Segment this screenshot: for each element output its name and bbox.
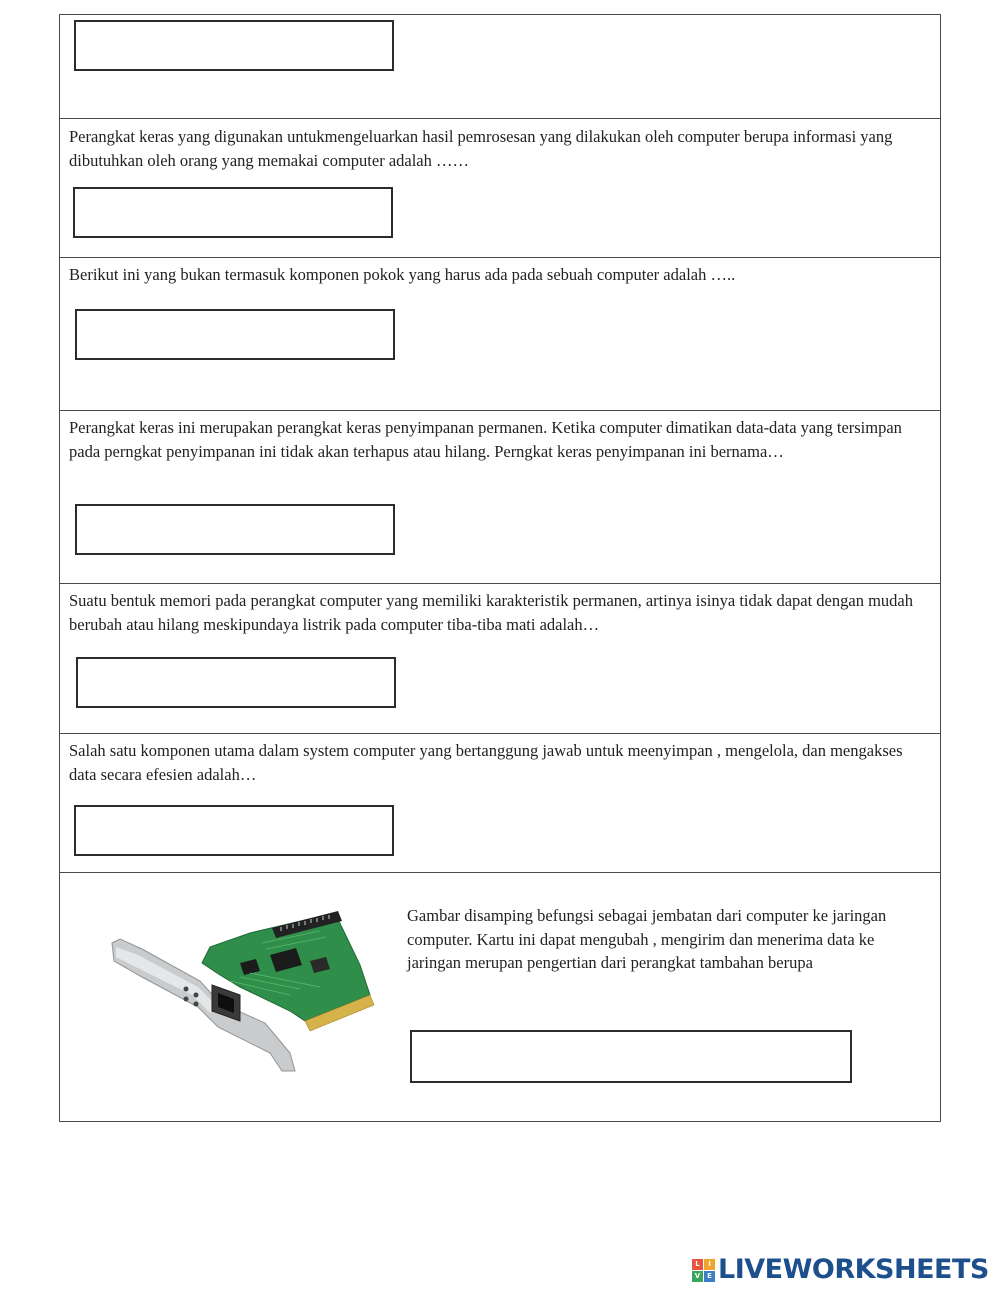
question-text-4: Perangkat keras ini merupakan perangkat keras penyimpanan permanen. Ketika computer dimatikan data-data yang tersimpan pada perngkat penyimpanan ini tidak akan terhapus atau hilang. Perngkat keras penyimpanan ini bernama… [69, 418, 902, 461]
logo-mark [692, 1259, 715, 1282]
answer-input-3[interactable] [75, 309, 395, 360]
question-text-5: Suatu bentuk memori pada perangkat computer yang memiliki karakteristik permanen, artinya isinya tidak dapat dengan mudah berubah atau hilang meskipundaya listrik pada computer tiba-tiba mati adalah… [69, 591, 913, 634]
question-row-6 [60, 734, 940, 873]
question-row-1 [60, 15, 940, 119]
logo-mark-letter: E [704, 1271, 715, 1282]
question-row-4 [60, 411, 940, 584]
answer-input-5[interactable] [76, 657, 396, 708]
question-text-2: Perangkat keras yang digunakan untukmengeluarkan hasil pemrosesan yang dilakukan oleh computer berupa informasi yang dibutuhkan oleh orang yang memakai computer adalah …… [69, 127, 893, 170]
logo-text: LIVEWORKSHEETS [718, 1254, 989, 1285]
answer-input-1[interactable] [74, 20, 394, 71]
question-row-2 [60, 119, 940, 258]
question-row-3 [60, 258, 940, 411]
question-text-3: Berikut ini yang bukan termasuk komponen pokok yang harus ada pada sebuah computer adalah ….. [69, 265, 736, 284]
logo-mark-letter: V [692, 1271, 703, 1282]
question-text-7: Gambar disamping befungsi sebagai jembatan dari computer ke jaringan computer. Kartu ini dapat mengubah , mengirim dan menerima data ke jaringan merupan pengertian dari perangkat tambahan berupa [407, 906, 887, 972]
question-row-7 [60, 873, 940, 1123]
answer-input-7[interactable] [410, 1030, 852, 1083]
answer-input-6[interactable] [74, 805, 394, 856]
logo-mark-letter: L [692, 1259, 703, 1270]
answer-input-2[interactable] [73, 187, 393, 238]
question-row-5 [60, 584, 940, 734]
answer-input-4[interactable] [75, 504, 395, 555]
worksheet [59, 14, 941, 1122]
network-interface-card-icon [90, 903, 390, 1073]
liveworksheets-logo [692, 1255, 989, 1285]
logo-mark-letter: I [704, 1259, 715, 1270]
question-text-6: Salah satu komponen utama dalam system computer yang bertanggung jawab untuk meenyimpan , mengelola, dan mengakses data secara efesien adalah… [69, 741, 903, 784]
